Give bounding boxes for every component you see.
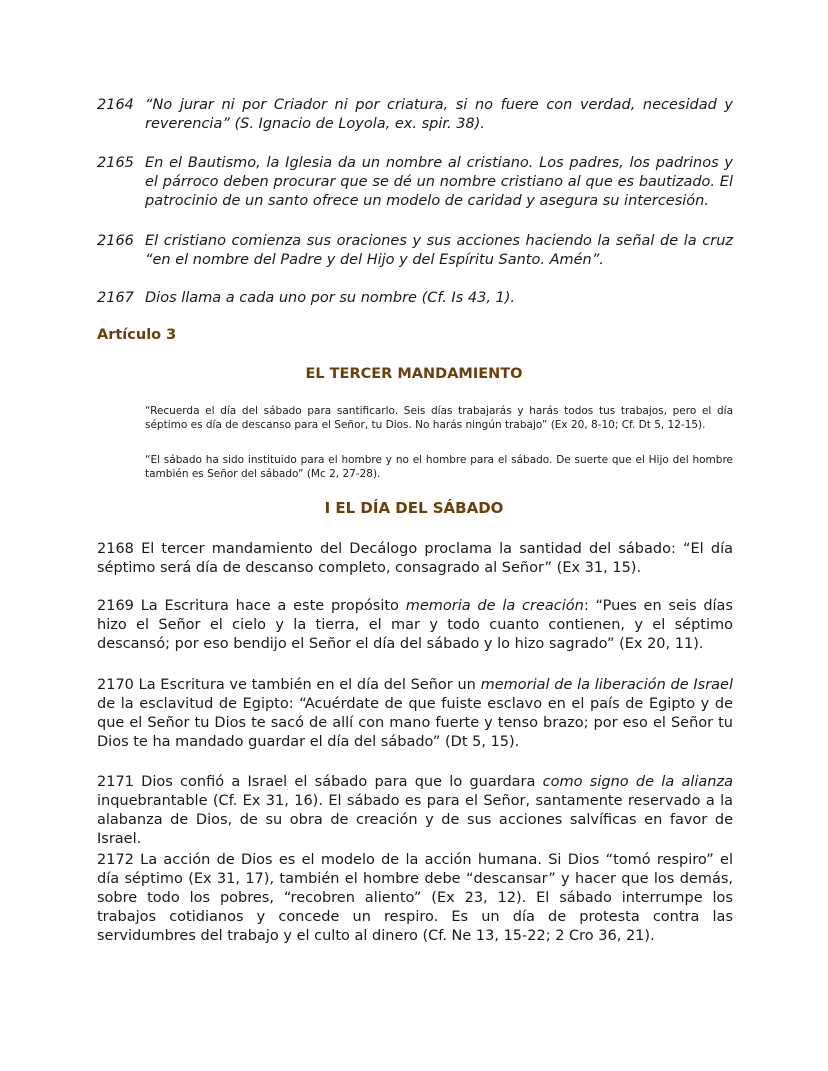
item-text: En el Bautismo, la Iglesia da un nombre al cristiano. Los padres, los padrinos y el párroco deben procurar que se dé un nombre cristiano al que es bautizado. El patrocinio de un santo ofrece un modelo de caridad y asegura su intercesión. <box>145 155 733 209</box>
summary-item-2164 <box>97 96 733 134</box>
paragraph-text: 2169 La Escritura hace a este propósito <box>97 598 406 614</box>
paragraph-text: : “Pues en seis días hizo el Señor el cielo y la tierra, el mar y todo cuanto contienen, y el séptimo descansó; por eso bendijo el Señor el día del sábado y lo hizo sagrado” (Ex 20, 11). <box>97 598 733 652</box>
paragraph-2168: 2168 El tercer mandamiento del Decálogo proclama la santidad del sábado: “El día séptimo será día de descanso completo, consagrado al Señor” (Ex 31, 15). <box>97 541 733 576</box>
paragraph-text: 2171 Dios confió a Israel el sábado para que lo guardara <box>97 774 543 790</box>
paragraph-text: de la esclavitud de Egipto: “Acuérdate de que fuiste esclavo en el país de Egipto y de que el Señor tu Dios te sacó de allí con mano fuerte y tenso brazo; por eso el Señor tu Dios te ha mandado guardar el día del sábado” (Dt 5, 15). <box>97 696 733 750</box>
epigraph-quote-1: “Recuerda el día del sábado para santificarlo. Seis días trabajarás y harás todos tus trabajos, pero el día séptimo es día de descanso para el Señor, tu Dios. No harás ningún trabajo” (Ex 20, 8-10; Cf. Dt 5, 12-15). <box>145 405 733 431</box>
section-title: EL TERCER MANDAMIENTO <box>305 366 523 382</box>
summary-item-2166 <box>97 232 733 270</box>
summary-item-2165 <box>97 154 733 211</box>
emphasis-text: memoria de la creación <box>405 598 584 614</box>
subsection-title: I EL DÍA DEL SÁBADO <box>324 499 504 517</box>
emphasis-text: memorial de la liberación de Israel <box>480 677 733 693</box>
emphasis-text: como signo de la alianza <box>542 774 733 790</box>
item-number: 2165 <box>97 155 134 171</box>
paragraph-2169 <box>97 597 733 654</box>
item-number: 2167 <box>97 290 134 306</box>
article-label: Artículo 3 <box>97 327 177 343</box>
paragraph-2172: 2172 La acción de Dios es el modelo de la acción humana. Si Dios “tomó respiro” el día séptimo (Ex 31, 17), también el hombre debe “descansar” y hacer que los demás, sobre todo los pobres, “recobren aliento” (Ex 23, 12). El sábado interrumpe los trabajos cotidianos y concede un respiro. Es un día de protesta contra las servidumbres del trabajo y el culto al dinero (Cf. Ne 13, 15-22; 2 Cro 36, 21). <box>97 852 733 944</box>
paragraph-2170 <box>97 676 733 752</box>
item-number: 2166 <box>97 233 134 249</box>
paragraph-text: inquebrantable (Cf. Ex 31, 16). El sábado es para el Señor, santamente reservado a la alabanza de Dios, de su obra de creación y de sus acciones salvíficas en favor de Israel. <box>97 793 733 847</box>
paragraph-2171 <box>97 773 733 849</box>
item-number: 2164 <box>97 97 134 113</box>
item-text: Dios llama a cada uno por su nombre (Cf. Is 43, 1). <box>145 290 516 306</box>
item-text: “No jurar ni por Criador ni por criatura, si no fuere con verdad, necesidad y reverencia” (S. Ignacio de Loyola, ex. spir. 38). <box>145 97 733 132</box>
item-text: El cristiano comienza sus oraciones y sus acciones haciendo la señal de la cruz “en el nombre del Padre y del Hijo y del Espíritu Santo. Amén”. <box>145 233 733 268</box>
summary-item-2167 <box>97 289 733 308</box>
paragraph-text: 2170 La Escritura ve también en el día del Señor un <box>97 677 481 693</box>
epigraph-quote-2: “El sábado ha sido instituido para el hombre y no el hombre para el sábado. De suerte que el Hijo del hombre también es Señor del sábado” (Mc 2, 27-28). <box>145 454 733 480</box>
